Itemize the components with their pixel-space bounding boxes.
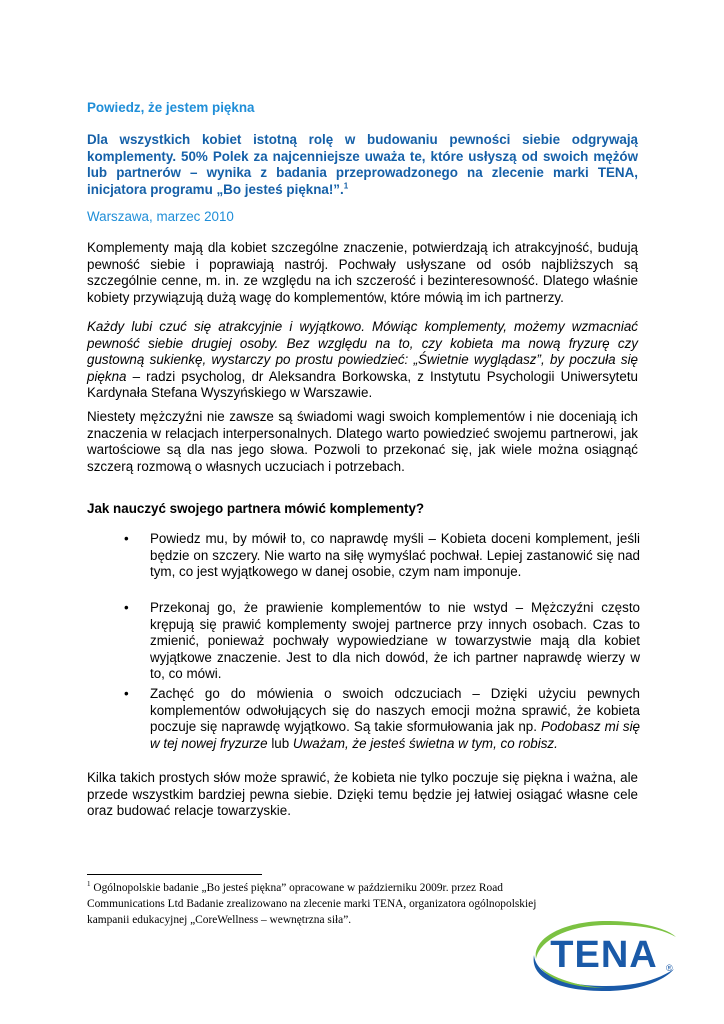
paragraph-2 [87,319,638,402]
dateline: Warszawa, marzec 2010 [87,209,234,224]
example-phrase-1: Podobasz mi się w tej nowej fryzurze [150,719,640,751]
footnote-number: 1 [87,880,91,889]
bullet-icon: • [124,686,129,701]
bullet-icon: • [124,600,129,615]
psychologist-quote: Każdy lubi czuć się atrakcyjnie i wyjątkowo. Mówiąc komplementy, możemy wzmacniać pewność siebie drugiej osoby. Bez względu na to, czy kobieta ma nową fryzurę czy gustowną sukienkę, wystarczy po prostu powiedzieć: „Świetnie wyglądasz”, by poczuła się piękna [87,319,638,384]
paragraph-3: Niestety mężczyźni nie zawsze są świadomi wagi swoich komplementów i nie doceniają ich znaczenia w relacjach interpersonalnych. Dlatego warto powiedzieć swojemu partnerowi, jak wartościowe są dla nas jego słowa. Pozwoli to przekonać się, jak wiele można osiągnąć szczerą rozmową o własnych uczuciach i potrzebach. [87,409,638,474]
footnote-text: Ogólnopolskie badanie „Bo jesteś piękna” opracowane w październiku 2009r. przez Road Communications Ltd Badanie zrealizowano na zlecenie marki TENA, organizatora ogólnopolskiej kampanii edukacyjnej „CoreWellness – wewnętrzna siła”. [87,882,537,926]
logo-wordmark: TENA [550,934,658,976]
footnote [87,880,557,928]
lead-text: Dla wszystkich kobiet istotną rolę w budowaniu pewności siebie odgrywają komplementy. 50% Polek za najcenniejsze uważa te, które usłyszą od swoich mężów lub partnerów – wynika z badania przeprowadzonego na zlecenie marki TENA, inicjatora programu „Bo jesteś piękna!”. [87,132,638,197]
example-phrase-2: Uważam, że jesteś świetna w tym, co robisz. [292,735,558,751]
connector-text: lub [267,735,293,751]
list-item-text: Powiedz mu, by mówił to, co naprawdę myśli – Kobieta doceni komplement, jeśli będzie on szczery. Nie warto na siłę wymyślać pochwał. Lepiej zastanowić się nad tym, co jest wyjątkowego w danej osobie, czym nam imponuje. [150,531,640,579]
paragraph-1: Komplementy mają dla kobiet szczególne znaczenie, potwierdzają ich atrakcyjność, budują pewność siebie i poprawiają nastrój. Pochwały usłyszane od osób najbliższych są szczególnie cenne, m. in. ze względu na ich szczerość i bezinteresowność. Dlatego właśnie kobiety przywiązują dużą wagę do komplementów, które mówią im ich partnerzy. [87,240,638,305]
list-item-body: Zachęć go do mówienia o swoich odczuciach – Dzięki użyciu pewnych komplementów odwołujących się do naszych emocji można sprawić, że kobieta poczuje się naprawdę wyjątkowo. Są takie sformułowania jak np. [150,686,640,734]
footnote-ref: 1 [343,181,349,191]
list-item [124,600,640,683]
paragraph-4: Kilka takich prostych słów może sprawić, że kobieta nie tylko poczuje się piękna i ważna, ale przede wszystkim bardziej pewna siebie. Dzięki temu będzie jej łatwiej osiągać własne cele oraz budować relacje towarzyskie. [87,770,638,818]
list-item-text [150,686,640,752]
logo-registered-mark: ® [666,963,673,973]
list-item-text: Przekonaj go, że prawienie komplementów to nie wstyd – Mężczyźni często krępują się prawić komplementy swojej partnerce przy innych osobach. Czas to zmienić, ponieważ pochwały wypowiedziane w towarzystwie mają dla kobiet wyjątkowe znaczenie. Jest to dla nich dowód, że ich partner naprawdę wierzy w to, co mówi. [150,600,640,681]
document-title: Powiedz, że jestem piękna [87,100,255,115]
footnote-divider [87,874,262,875]
lead-paragraph [87,132,638,198]
list-item [124,531,640,581]
bullet-icon: • [124,531,129,546]
tena-logo-graphic [526,915,684,991]
section-subheading: Jak nauczyć swojego partnera mówić komplementy? [87,501,425,516]
list-item [124,686,640,752]
quote-attribution: – radzi psycholog, dr Aleksandra Borkowska, z Instytutu Psychologii Uniwersytetu Kardynała Stefana Wyszyńskiego w Warszawie. [87,368,638,400]
tena-logo [526,915,684,991]
